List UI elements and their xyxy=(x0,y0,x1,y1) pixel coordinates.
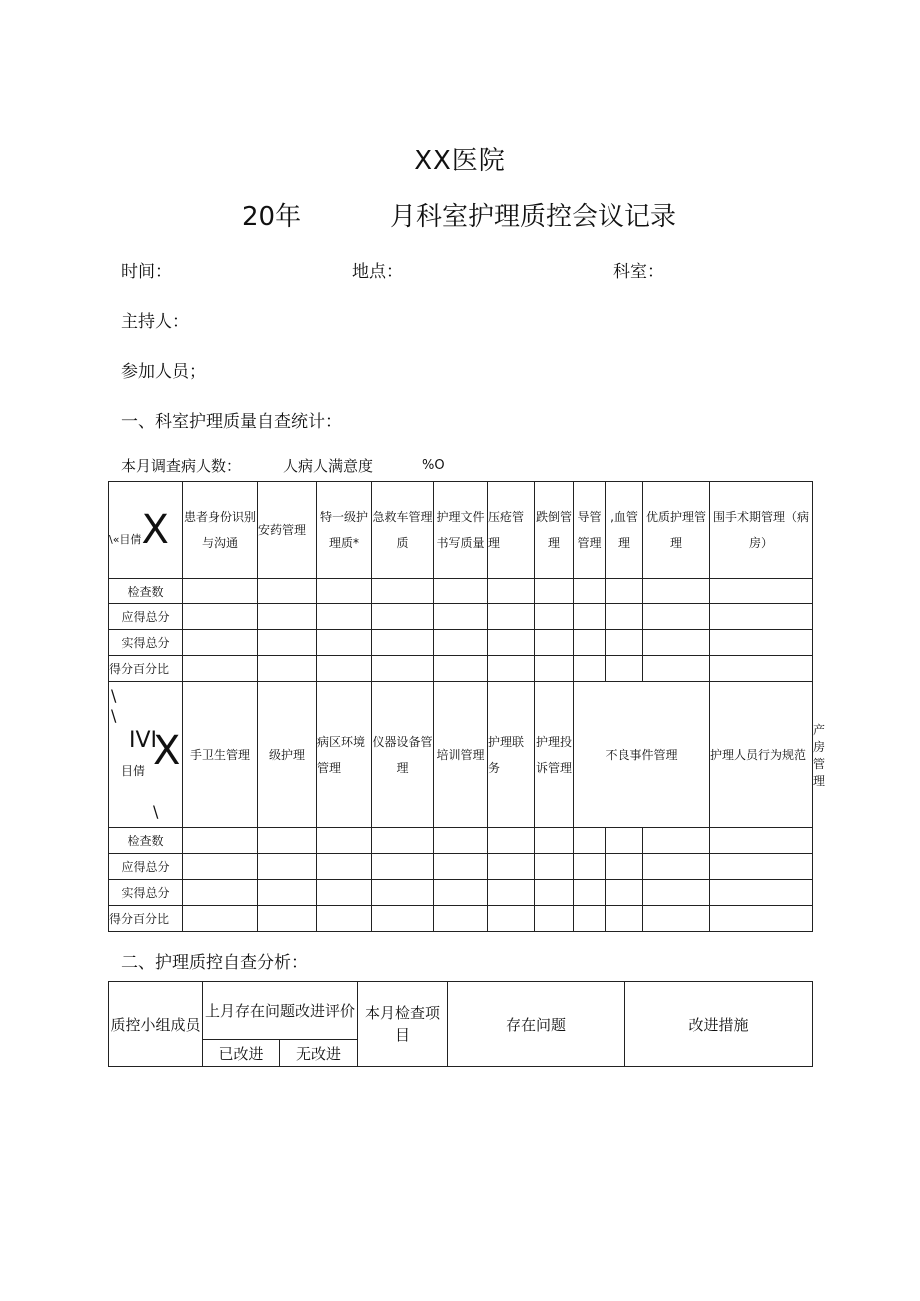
problems-col-header: 存在问题 xyxy=(448,982,625,1067)
dept-label: 科室： xyxy=(613,262,664,282)
table-row xyxy=(109,604,813,630)
improved-col-header: 已改进 xyxy=(203,1040,280,1067)
col-header: 急救车管理质 xyxy=(372,482,434,579)
col-header: 仪器设备管理 xyxy=(372,682,434,828)
col-header: 护理人员行为规范 xyxy=(710,682,813,828)
col-header: 患者身份识别与沟通 xyxy=(183,482,258,579)
quality-table xyxy=(108,481,826,932)
place-label: 地点： xyxy=(352,262,403,282)
row-label: 得分百分比 xyxy=(109,906,183,932)
col-header: 手卫生管理 xyxy=(183,682,258,828)
col-header: 压疮管理 xyxy=(488,482,535,579)
col-header: ,血管理 xyxy=(606,482,643,579)
corner2-x-mark: X xyxy=(153,728,181,774)
corner2-line: \ xyxy=(153,802,159,821)
col-header: 围手术期管理（病房） xyxy=(710,482,813,579)
percent-mark: %O xyxy=(422,458,445,473)
analysis-table xyxy=(108,981,813,1067)
member-col-header: 质控小组成员 xyxy=(109,982,203,1067)
col-header: 护理联务 xyxy=(488,682,535,828)
row-label: 实得总分 xyxy=(109,880,183,906)
last-month-col-header: 上月存在问题改进评价 xyxy=(203,982,358,1040)
table-corner-cell xyxy=(109,482,183,579)
row-label: 应得总分 xyxy=(109,854,183,880)
time-label: 时间： xyxy=(121,262,172,282)
col-header: 安药管理 xyxy=(258,482,317,579)
row-label: 得分百分比 xyxy=(109,656,183,682)
table-row xyxy=(109,906,813,932)
title-year: 20年 xyxy=(242,202,302,232)
section2-heading: 二、护理质控自查分析： xyxy=(121,953,308,973)
col-header: 病区环境管理 xyxy=(317,682,372,828)
corner-label: \«目倩 xyxy=(109,533,142,546)
row-label: 实得总分 xyxy=(109,630,183,656)
title-rest: 月科室护理质控会议记录 xyxy=(390,202,677,232)
row-label: 检查数 xyxy=(109,579,183,604)
hospital-title: XX医院 xyxy=(414,146,506,176)
check-item-col-header: 本月检查项目 xyxy=(358,982,448,1067)
corner2-line: IVI xyxy=(129,728,158,753)
table-header-row xyxy=(109,482,813,579)
measures-col-header: 改进措施 xyxy=(625,982,813,1067)
col-header: 护理文件书写质量 xyxy=(434,482,488,579)
table-row xyxy=(109,579,813,604)
table-row xyxy=(109,854,813,880)
row-label: 应得总分 xyxy=(109,604,183,630)
attendees-label: 参加人员； xyxy=(121,362,206,382)
survey-count-label: 本月调查病人数： xyxy=(121,457,242,475)
row-label: 检查数 xyxy=(109,828,183,854)
host-label: 主持人： xyxy=(121,312,189,332)
corner2-line: \ xyxy=(111,706,117,725)
corner-x-mark: X xyxy=(141,507,169,553)
table-row xyxy=(109,656,813,682)
satisfaction-label: 人病人满意度 xyxy=(283,457,374,475)
col-header: 培训管理 xyxy=(434,682,488,828)
table-header-row-2: \ \ IVI 目倩 X \ 手卫生管理 级护理 病区环境管理 仪器设备管理 培训管理 护理联务 护理投诉管理 不良事件管理 护理人员行为规范 产房管理 xyxy=(109,682,813,828)
table-row xyxy=(109,828,813,854)
col-header: 特一级护理质* xyxy=(317,482,372,579)
section1-heading: 一、科室护理质量自查统计： xyxy=(121,412,342,432)
not-improved-col-header: 无改进 xyxy=(280,1040,358,1067)
col-header: 导管管理 xyxy=(574,482,606,579)
col-header: 级护理 xyxy=(258,682,317,828)
table-corner-cell-2 xyxy=(109,682,183,828)
col-header: 护理投诉管理 xyxy=(535,682,574,828)
table-row xyxy=(109,630,813,656)
corner2-line: 目倩 xyxy=(121,764,146,778)
table-row xyxy=(109,880,813,906)
col-header: 跌倒管理 xyxy=(535,482,574,579)
col-header: 不良事件管理 xyxy=(574,682,710,828)
col-header: 优质护理管理 xyxy=(643,482,710,579)
corner2-line: \ xyxy=(111,686,117,705)
